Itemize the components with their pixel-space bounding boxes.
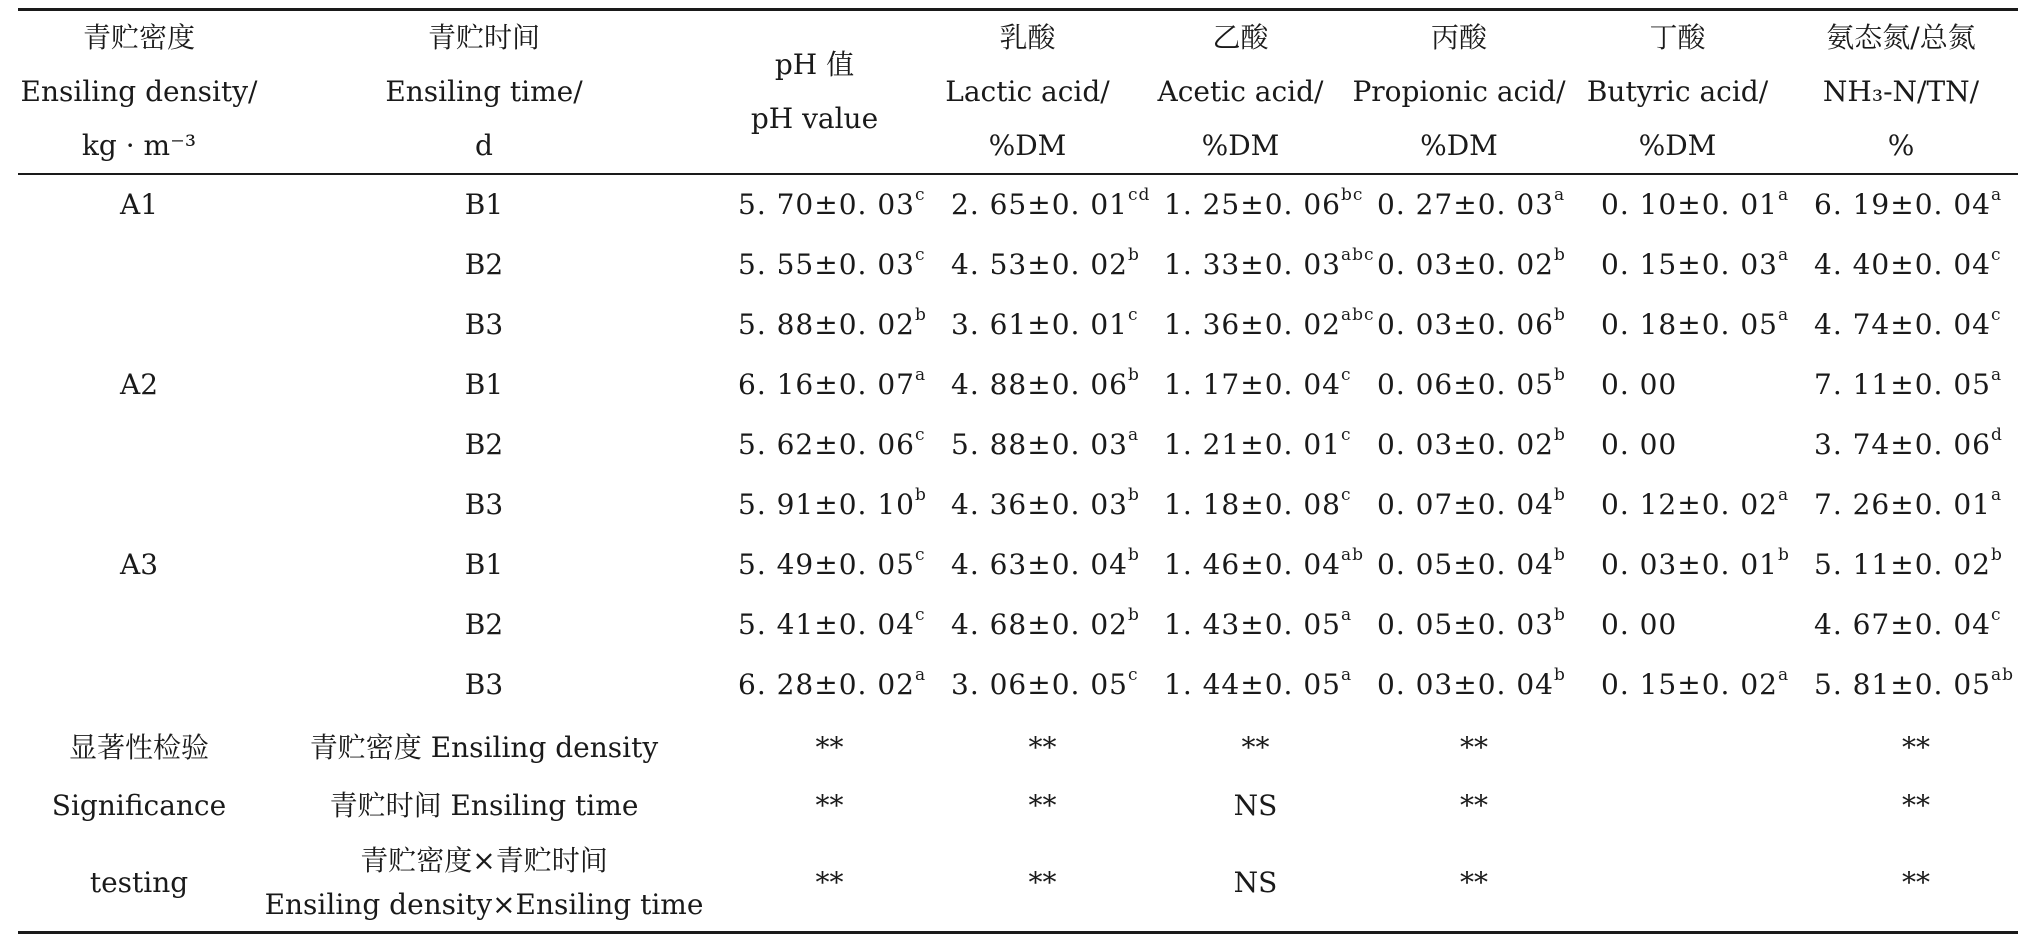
- density-level-cell: [18, 295, 260, 355]
- mean-sd-value: 2. 65±0. 01: [951, 188, 1128, 221]
- value-cell: [1784, 595, 2018, 655]
- value-cell: [1134, 415, 1352, 475]
- header-line: Ensiling time/: [385, 75, 583, 108]
- header-ensiling-density: [18, 10, 260, 175]
- mean-sd-value: 0. 15±0. 02: [1601, 668, 1778, 701]
- significance-letter: c: [914, 244, 926, 265]
- significance-letter: bc: [1340, 184, 1364, 205]
- mean-sd-value: 0. 10±0. 01: [1601, 188, 1778, 221]
- significance-letter: a: [1777, 304, 1790, 325]
- significance-letter: b: [1127, 244, 1140, 265]
- factor-cell: [260, 835, 708, 933]
- factor-cell: 青贮时间 Ensiling time: [329, 789, 639, 822]
- mean-sd-value: 0. 03±0. 04: [1377, 668, 1554, 701]
- significance-letter: a: [1777, 244, 1790, 265]
- value-cell: [1571, 595, 1784, 655]
- header-line: %DM: [1420, 129, 1498, 162]
- significance-label-cell: Significance: [51, 789, 227, 822]
- density-level-cell: A2: [119, 368, 159, 401]
- header-ensiling-time: [260, 10, 708, 175]
- mean-sd-value: 0. 06±0. 05: [1377, 368, 1554, 401]
- significance-letter: b: [1553, 304, 1566, 325]
- value-cell: [708, 235, 926, 295]
- significance-letter: a: [1990, 484, 2003, 505]
- mean-sd-value: 7. 11±0. 05: [1814, 368, 1991, 401]
- value-cell: [1784, 415, 2018, 475]
- header-line: 氨态氮/总氮: [1826, 21, 1976, 54]
- mean-sd-value: 4. 36±0. 03: [951, 488, 1128, 521]
- mean-sd-value: 4. 40±0. 04: [1814, 248, 1991, 281]
- mean-sd-value: 3. 06±0. 05: [951, 668, 1128, 701]
- significance-letter: b: [914, 304, 927, 325]
- value-cell: [1134, 174, 1364, 235]
- value-cell: [921, 174, 1151, 235]
- value-cell: [708, 655, 927, 715]
- value-cell: [1347, 475, 1571, 535]
- significance-mark: **: [815, 789, 844, 822]
- header-line: 丁酸: [1649, 21, 1706, 54]
- value-cell: [921, 535, 1140, 595]
- density-level-cell: A3: [119, 548, 159, 581]
- value-cell: [708, 475, 927, 535]
- significance-mark: [1571, 715, 1784, 777]
- header-line: Propionic acid/: [1352, 75, 1566, 108]
- significance-letter: b: [1553, 244, 1566, 265]
- significance-letter: b: [1127, 484, 1140, 505]
- value-cell: [1571, 235, 1790, 295]
- significance-mark: **: [1028, 789, 1057, 822]
- value-cell: [1571, 415, 1784, 475]
- significance-letter: c: [1990, 304, 2002, 325]
- mean-sd-value: 5. 88±0. 03: [951, 428, 1128, 461]
- significance-mark: NS: [1134, 835, 1347, 933]
- header-line: d: [475, 129, 493, 162]
- significance-letter: b: [914, 484, 927, 505]
- significance-letter: a: [1553, 184, 1566, 205]
- significance-label-cell: testing: [18, 835, 260, 933]
- value-cell: [921, 595, 1140, 655]
- time-level-cell: B2: [464, 608, 504, 641]
- table-row: [18, 415, 2018, 475]
- mean-sd-value: 5. 62±0. 06: [738, 428, 915, 461]
- significance-letter: b: [1553, 604, 1566, 625]
- significance-letter: c: [1127, 304, 1139, 325]
- mean-sd-value: 4. 88±0. 06: [951, 368, 1128, 401]
- header-line: 乳酸: [999, 21, 1056, 54]
- value-cell: [1571, 355, 1784, 415]
- significance-letter: a: [1777, 184, 1790, 205]
- table-row: [18, 174, 2018, 235]
- significance-letter: c: [1990, 604, 2002, 625]
- significance-mark: **: [1460, 789, 1488, 822]
- value-cell: [1134, 295, 1375, 355]
- mean-sd-value: 4. 74±0. 04: [1814, 308, 1991, 341]
- mean-sd-value: 0. 03±0. 01: [1601, 548, 1778, 581]
- significance-mark: **: [815, 731, 844, 764]
- significance-letter: c: [1127, 664, 1139, 685]
- header-line: Lactic acid/: [945, 75, 1110, 108]
- table-row: [18, 595, 2018, 655]
- value-cell: [1347, 655, 1571, 715]
- significance-letter: b: [1127, 364, 1140, 385]
- mean-sd-value: 7. 26±0. 01: [1814, 488, 1991, 521]
- significance-row: [18, 835, 2018, 933]
- table-row: [18, 295, 2018, 355]
- significance-letter: abc: [1340, 304, 1375, 325]
- significance-letter: a: [1990, 364, 2003, 385]
- density-level-cell: [18, 235, 260, 295]
- significance-letter: b: [1553, 664, 1566, 685]
- significance-letter: a: [1127, 424, 1140, 445]
- significance-letter: cd: [1127, 184, 1151, 205]
- header-propionic-acid: [1347, 10, 1571, 175]
- time-level-cell: B1: [464, 548, 504, 581]
- density-level-cell: [18, 475, 260, 535]
- density-level-cell: A1: [119, 188, 159, 221]
- mean-sd-value: 0. 00: [1601, 428, 1678, 461]
- mean-sd-value: 0. 27±0. 03: [1377, 188, 1554, 221]
- significance-letter: c: [1340, 364, 1352, 385]
- significance-letter: b: [1553, 424, 1566, 445]
- mean-sd-value: 1. 18±0. 08: [1164, 488, 1341, 521]
- significance-mark: **: [1460, 731, 1488, 764]
- table-row: [18, 655, 2018, 715]
- value-cell: [1571, 475, 1790, 535]
- mean-sd-value: 5. 70±0. 03: [738, 188, 915, 221]
- mean-sd-value: 6. 16±0. 07: [738, 368, 915, 401]
- header-lactic-acid: [921, 10, 1134, 175]
- header-line: 青贮时间: [427, 21, 540, 54]
- significance-letter: c: [914, 604, 926, 625]
- significance-row: [18, 715, 2018, 777]
- mean-sd-value: 0. 07±0. 04: [1377, 488, 1554, 521]
- significance-mark: **: [1784, 835, 2018, 933]
- header-line: pH value: [750, 102, 879, 135]
- mean-sd-value: 0. 03±0. 02: [1377, 248, 1554, 281]
- time-level-cell: B3: [464, 488, 504, 521]
- significance-mark: **: [1902, 731, 1930, 764]
- significance-letter: a: [1777, 484, 1790, 505]
- table-body: [18, 174, 2018, 933]
- significance-letter: b: [1990, 544, 2003, 565]
- header-ammonia-nitrogen: [1784, 10, 2018, 175]
- mean-sd-value: 5. 11±0. 02: [1814, 548, 1991, 581]
- value-cell: [1347, 235, 1571, 295]
- mean-sd-value: 0. 05±0. 04: [1377, 548, 1554, 581]
- mean-sd-value: 6. 19±0. 04: [1814, 188, 1991, 221]
- header-line: %DM: [1201, 129, 1280, 162]
- mean-sd-value: 5. 81±0. 05: [1814, 668, 1991, 701]
- header-line: 丙酸: [1430, 21, 1487, 54]
- value-cell: [1784, 355, 2018, 415]
- mean-sd-value: 1. 43±0. 05: [1164, 608, 1341, 641]
- header-line: 乙酸: [1212, 21, 1269, 54]
- table-row: [18, 475, 2018, 535]
- significance-letter: c: [1340, 484, 1352, 505]
- significance-letter: b: [1553, 544, 1566, 565]
- ensiling-quality-table: [18, 8, 2018, 934]
- factor-line: 青贮密度×青贮时间: [360, 844, 608, 877]
- value-cell: [1134, 475, 1352, 535]
- value-cell: [1571, 174, 1790, 235]
- value-cell: [1784, 475, 2018, 535]
- density-level-cell: [18, 655, 260, 715]
- mean-sd-value: 1. 36±0. 02: [1164, 308, 1341, 341]
- significance-letter: b: [1777, 544, 1790, 565]
- value-cell: [1784, 655, 2018, 715]
- mean-sd-value: 0. 12±0. 02: [1601, 488, 1778, 521]
- value-cell: [708, 355, 927, 415]
- mean-sd-value: 4. 67±0. 04: [1814, 608, 1991, 641]
- mean-sd-value: 5. 91±0. 10: [738, 488, 915, 521]
- value-cell: [708, 415, 926, 475]
- mean-sd-value: 1. 46±0. 04: [1164, 548, 1341, 581]
- mean-sd-value: 1. 44±0. 05: [1164, 668, 1341, 701]
- header-row: [18, 10, 2018, 175]
- mean-sd-value: 0. 05±0. 03: [1377, 608, 1554, 641]
- significance-letter: b: [1127, 544, 1140, 565]
- header-line: pH 值: [774, 48, 855, 81]
- value-cell: [708, 295, 927, 355]
- header-line: Acetic acid/: [1157, 75, 1324, 108]
- value-cell: [1784, 295, 2018, 355]
- value-cell: [1347, 174, 1571, 235]
- mean-sd-value: 4. 63±0. 04: [951, 548, 1128, 581]
- significance-letter: b: [1553, 484, 1566, 505]
- significance-mark: [1571, 835, 1784, 933]
- mean-sd-value: 3. 74±0. 06: [1814, 428, 1991, 461]
- mean-sd-value: 0. 03±0. 02: [1377, 428, 1554, 461]
- significance-letter: ab: [1340, 544, 1364, 565]
- significance-letter: ab: [1990, 664, 2014, 685]
- value-cell: [921, 295, 1139, 355]
- value-cell: [1347, 595, 1571, 655]
- mean-sd-value: 0. 00: [1601, 608, 1678, 641]
- significance-mark: **: [1241, 731, 1270, 764]
- significance-mark: **: [921, 835, 1134, 933]
- significance-letter: c: [1340, 424, 1352, 445]
- header-line: Butyric acid/: [1586, 75, 1769, 108]
- mean-sd-value: 4. 68±0. 02: [951, 608, 1128, 641]
- value-cell: [708, 174, 926, 235]
- value-cell: [1134, 355, 1352, 415]
- significance-mark: **: [1347, 835, 1571, 933]
- factor-cell: 青贮密度 Ensiling density: [309, 731, 659, 764]
- value-cell: [708, 595, 926, 655]
- significance-mark: NS: [1233, 789, 1278, 822]
- value-cell: [921, 355, 1140, 415]
- header-line: %DM: [988, 129, 1067, 162]
- significance-mark: **: [708, 835, 921, 933]
- significance-letter: abc: [1340, 244, 1375, 265]
- value-cell: [708, 535, 926, 595]
- table-row: [18, 535, 2018, 595]
- value-cell: [1134, 235, 1375, 295]
- significance-letter: a: [1340, 664, 1353, 685]
- time-level-cell: B3: [464, 308, 504, 341]
- time-level-cell: B1: [464, 368, 504, 401]
- value-cell: [1134, 655, 1353, 715]
- significance-letter: a: [1340, 604, 1353, 625]
- value-cell: [1571, 295, 1790, 355]
- significance-letter: c: [914, 424, 926, 445]
- value-cell: [1784, 535, 2018, 595]
- time-level-cell: B3: [464, 668, 504, 701]
- table-row: [18, 235, 2018, 295]
- mean-sd-value: 0. 03±0. 06: [1377, 308, 1554, 341]
- value-cell: [1571, 655, 1790, 715]
- time-level-cell: B2: [464, 428, 504, 461]
- value-cell: [1134, 535, 1364, 595]
- mean-sd-value: 0. 00: [1601, 368, 1678, 401]
- significance-mark: **: [1028, 731, 1057, 764]
- significance-letter: a: [914, 664, 927, 685]
- significance-letter: d: [1990, 424, 2003, 445]
- header-line: Ensiling density/: [20, 75, 258, 108]
- significance-letter: a: [1777, 664, 1790, 685]
- mean-sd-value: 3. 61±0. 01: [951, 308, 1128, 341]
- mean-sd-value: 0. 18±0. 05: [1601, 308, 1778, 341]
- header-butyric-acid: [1571, 10, 1784, 175]
- header-acetic-acid: [1134, 10, 1347, 175]
- header-line: 青贮密度: [82, 21, 195, 54]
- significance-label-cell: 显著性检验: [68, 731, 209, 764]
- significance-letter: a: [914, 364, 927, 385]
- mean-sd-value: 6. 28±0. 02: [738, 668, 915, 701]
- mean-sd-value: 1. 33±0. 03: [1164, 248, 1341, 281]
- mean-sd-value: 0. 15±0. 03: [1601, 248, 1778, 281]
- header-line: %DM: [1638, 129, 1717, 162]
- value-cell: [1784, 235, 2018, 295]
- significance-mark: **: [1902, 789, 1930, 822]
- table-row: [18, 355, 2018, 415]
- header-ph-value: [708, 10, 921, 175]
- factor-line: Ensiling density×Ensiling time: [264, 888, 704, 921]
- value-cell: [1347, 355, 1571, 415]
- value-cell: [1784, 174, 2018, 235]
- mean-sd-value: 5. 41±0. 04: [738, 608, 915, 641]
- value-cell: [921, 655, 1139, 715]
- significance-letter: b: [1553, 364, 1566, 385]
- time-level-cell: B1: [464, 188, 504, 221]
- mean-sd-value: 5. 55±0. 03: [738, 248, 915, 281]
- significance-letter: b: [1127, 604, 1140, 625]
- significance-letter: a: [1990, 184, 2003, 205]
- value-cell: [1347, 415, 1571, 475]
- mean-sd-value: 1. 25±0. 06: [1164, 188, 1341, 221]
- mean-sd-value: 4. 53±0. 02: [951, 248, 1128, 281]
- header-line: kg · m⁻³: [81, 129, 197, 162]
- header-line: NH₃-N/TN/: [1822, 75, 1980, 108]
- mean-sd-value: 1. 21±0. 01: [1164, 428, 1341, 461]
- value-cell: [1134, 595, 1353, 655]
- density-level-cell: [18, 595, 260, 655]
- value-cell: [921, 415, 1140, 475]
- header-line: %: [1887, 129, 1915, 162]
- significance-letter: c: [914, 544, 926, 565]
- mean-sd-value: 5. 88±0. 02: [738, 308, 915, 341]
- significance-mark: [1571, 777, 1784, 835]
- significance-letter: c: [914, 184, 926, 205]
- significance-row: [18, 777, 2018, 835]
- mean-sd-value: 5. 49±0. 05: [738, 548, 915, 581]
- value-cell: [921, 475, 1140, 535]
- value-cell: [1347, 295, 1571, 355]
- value-cell: [1347, 535, 1571, 595]
- density-level-cell: [18, 415, 260, 475]
- value-cell: [921, 235, 1140, 295]
- time-level-cell: B2: [464, 248, 504, 281]
- value-cell: [1571, 535, 1790, 595]
- mean-sd-value: 1. 17±0. 04: [1164, 368, 1341, 401]
- significance-letter: c: [1990, 244, 2002, 265]
